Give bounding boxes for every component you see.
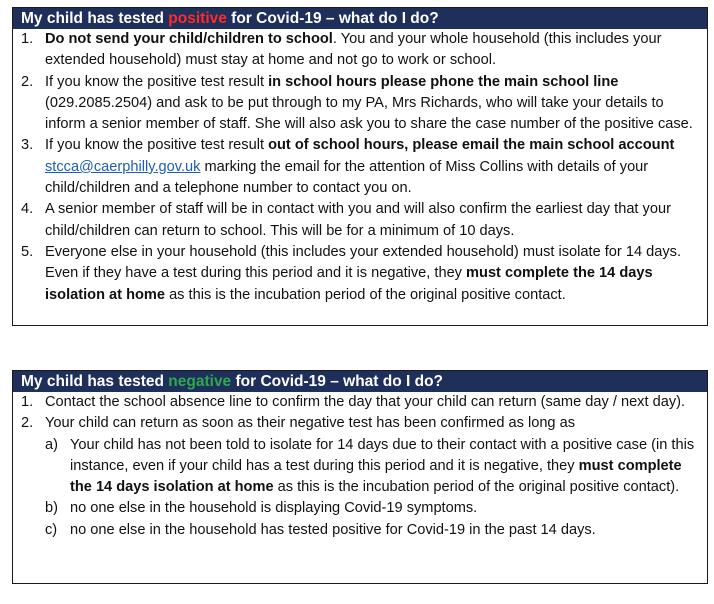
sub-item-letter: c) — [45, 521, 58, 538]
title-suffix: for Covid-19 – what do I do? — [231, 373, 444, 390]
bold-text: must complete the 14 days isolation at home — [70, 457, 682, 496]
school-email-link[interactable]: stcca@caerphilly.gov.uk — [45, 158, 201, 175]
positive-word: positive — [168, 10, 227, 27]
item-text: (029.2085.2504) and ask to be put through to my PA, Mrs Richards, who will take your details to inform a senior member of staff. She will also ask you to share the case number of the positive case. — [45, 94, 693, 133]
item-number: 4. — [21, 201, 34, 218]
positive-box-title — [13, 8, 707, 29]
list-item — [13, 72, 707, 136]
sub-item-letter: b) — [45, 500, 58, 517]
title-prefix: My child has tested — [21, 10, 169, 27]
sub-list-item — [13, 435, 707, 499]
item-text: Everyone else in your household (this includes your extended household) must isolate for 14 days. Even if they have a test during this period and it is negative, they — [45, 243, 682, 282]
item-text: no one else in the household has tested positive for Covid-19 in the past 14 days. — [70, 521, 596, 538]
list-item — [13, 392, 707, 413]
list-item — [13, 413, 707, 434]
item-text: as this is the incubation period of the original positive contact. — [165, 286, 566, 303]
item-number: 1. — [21, 31, 34, 47]
item-text: Your child can return as soon as their negative test has been confirmed as long as — [45, 415, 576, 432]
item-text: If you know the positive test result — [45, 73, 269, 90]
item-number: 2. — [21, 73, 34, 90]
negative-result-box — [12, 370, 708, 584]
item-text: as this is the incubation period of the original positive contact). — [273, 479, 680, 496]
list-item — [13, 135, 707, 199]
item-number: 3. — [21, 137, 34, 154]
list-item — [13, 29, 707, 72]
item-text: Your child has not been told to isolate for 14 days due to their contact with a positive case (in this instance, even if your child has a test during this period and it is negative, they — [70, 436, 695, 474]
item-text: A senior member of staff will be in contact with you and will also confirm the earliest day that your child/children can return to school. This will be for a minimum of 10 days. — [45, 201, 671, 239]
bold-text: Do not send your child/children to school — [45, 31, 333, 47]
list-item — [13, 242, 707, 306]
item-text: marking the email for the attention of Miss Collins with details of your child/children and a telephone number to contact you on. — [45, 158, 649, 197]
bold-text: in school hours please phone the main school line — [268, 73, 619, 90]
item-text: no one else in the household is displaying Covid-19 symptoms. — [70, 500, 478, 517]
item-number: 2. — [21, 415, 34, 432]
item-text: If you know the positive test result — [45, 137, 269, 154]
positive-result-box — [12, 7, 708, 326]
bold-text: out of school hours, please email the main school account — [268, 137, 675, 154]
item-number: 1. — [21, 394, 34, 410]
negative-word: negative — [168, 373, 232, 390]
negative-steps-list — [13, 392, 707, 435]
item-text: Contact the school absence line to confirm the day that your child can return (same day / next day). — [45, 394, 686, 410]
sub-list-item — [13, 520, 707, 541]
item-text: . You and your whole household (this includes your extended household) must stay at home and not go to work or school. — [45, 31, 662, 69]
item-number: 5. — [21, 243, 34, 260]
negative-box-title — [13, 371, 707, 392]
title-prefix: My child has tested — [21, 373, 169, 390]
title-suffix: for Covid-19 – what do I do? — [226, 10, 439, 27]
positive-steps-list — [13, 29, 707, 306]
bold-text: must complete the 14 days isolation at home — [45, 265, 653, 303]
list-item — [13, 199, 707, 242]
sub-item-letter: a) — [45, 436, 58, 453]
sub-list-item — [13, 498, 707, 519]
